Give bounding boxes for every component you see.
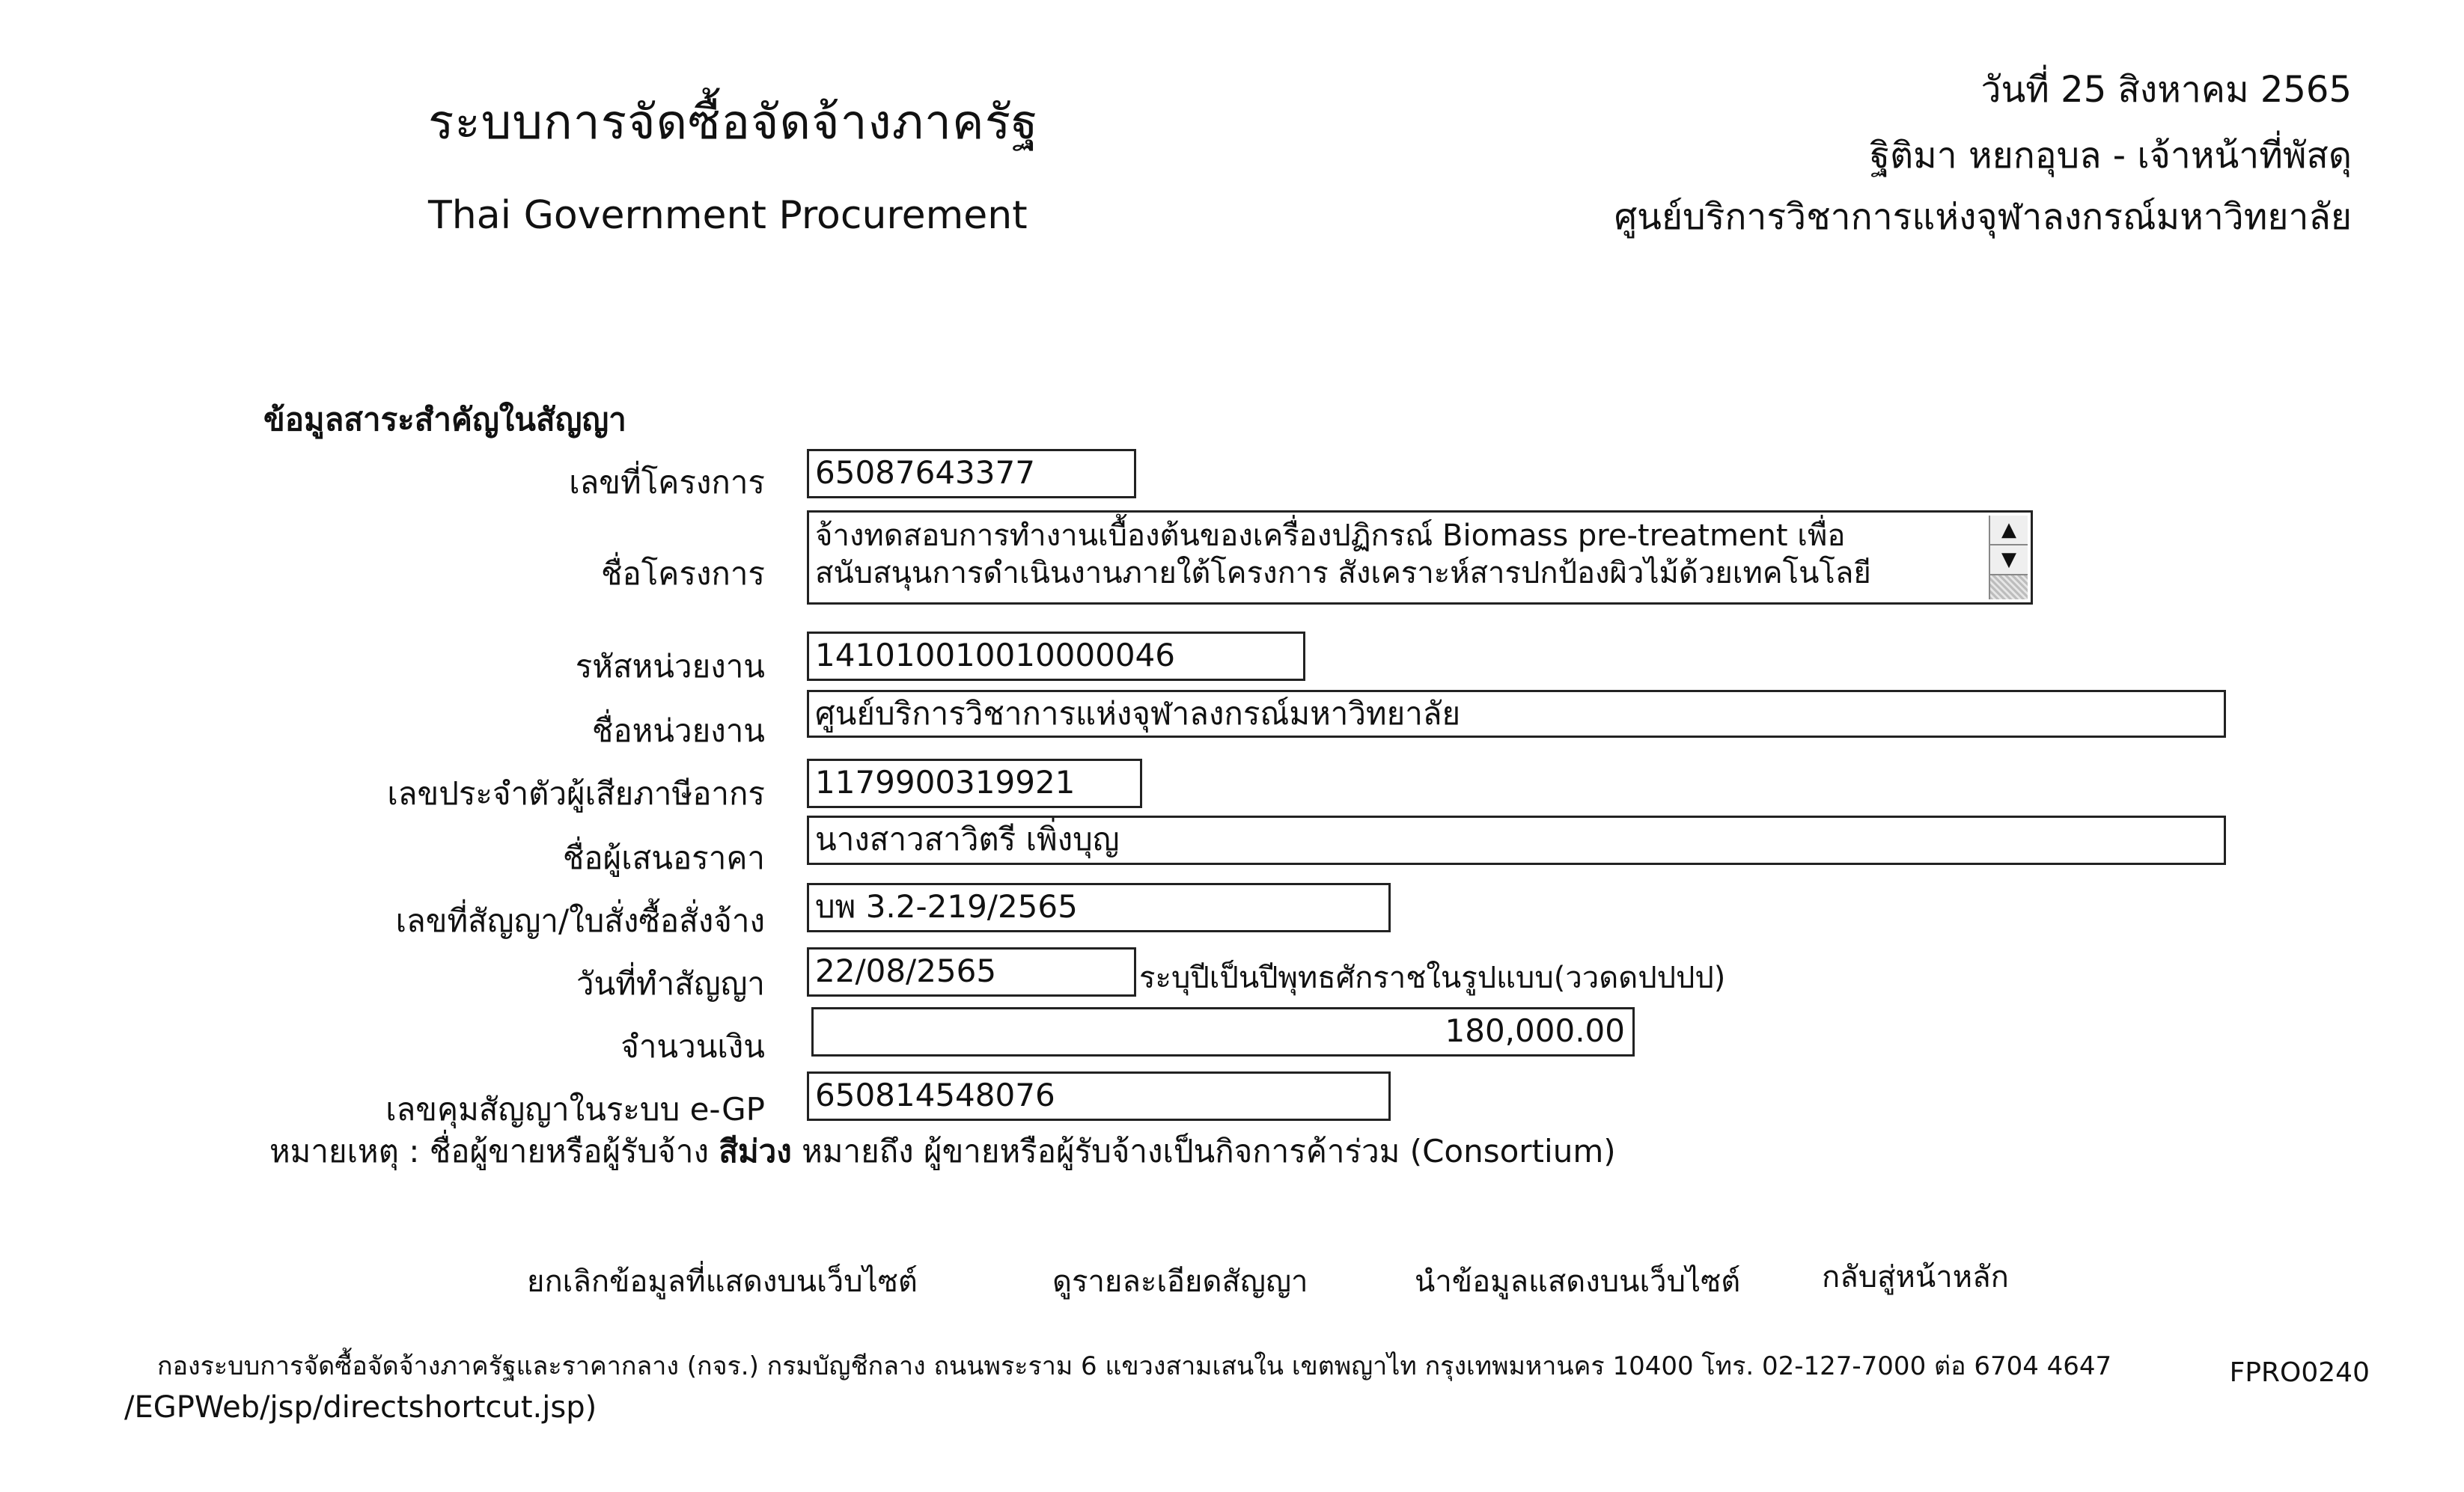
cancel-web-link[interactable]: ยกเลิกข้อมูลที่แสดงบนเว็บไซต์	[527, 1265, 918, 1299]
textarea-scrollbar[interactable]	[1989, 516, 2028, 599]
project-name-textarea[interactable]	[807, 510, 2033, 605]
view-contract-link[interactable]: ดูรายละเอียดสัญญา	[1052, 1265, 1308, 1299]
section-title: ข้อมูลสาระสำคัญในสัญญา	[263, 401, 626, 438]
contract-no-field[interactable]: บพ 3.2-219/2565	[807, 883, 1391, 932]
header-date: วันที่ 25 สิงหาคม 2565	[1980, 69, 2352, 111]
agency-name-label: ชื่อหน่วยงาน	[591, 712, 765, 749]
tax-id-label: เลขประจำตัวผู้เสียภาษีอากร	[387, 775, 765, 812]
agency-code-label: รหัสหน่วยงาน	[575, 648, 765, 685]
tax-id-field[interactable]: 1179900319921	[807, 759, 1142, 808]
header-organization: ศูนย์บริการวิชาการแห่งจุฬาลงกรณ์มหาวิทยาลัย	[1614, 196, 2352, 238]
contract-date-field[interactable]: 22/08/2565	[807, 947, 1136, 997]
egp-no-field[interactable]: 650814548076	[807, 1071, 1391, 1121]
project-name-line-1: จ้างทดสอบการทำงานเบื้องต้นของเครื่องปฏิกรณ์ Biomass pre-treatment เพื่อ	[815, 519, 1846, 553]
scroll-up-icon[interactable]: ▲	[1990, 516, 2028, 545]
contract-date-label: วันที่ทำสัญญา	[576, 965, 765, 1002]
project-no-label: เลขที่โครงการ	[569, 464, 765, 501]
amount-field[interactable]: 180,000.00	[811, 1007, 1635, 1057]
page-url: /EGPWeb/jsp/directshortcut.jsp)	[124, 1390, 597, 1425]
amount-label: จำนวนเงิน	[620, 1028, 765, 1065]
note-prefix: หมายเหตุ : ชื่อผู้ขายหรือผู้รับจ้าง	[269, 1133, 709, 1170]
header-user: ฐิติมา หยกอุบล - เจ้าหน้าที่พัสดุ	[1870, 135, 2352, 177]
bidder-label: ชื่อผู้เสนอราคา	[562, 840, 765, 876]
note-text	[269, 1127, 1616, 1176]
agency-code-field[interactable]: 141010010010000046	[807, 632, 1305, 681]
page-title: ระบบการจัดซื้อจัดจ้างภาครัฐ	[428, 95, 1039, 150]
home-link[interactable]: กลับสู่หน้าหลัก	[1822, 1260, 2009, 1294]
agency-name-field[interactable]: ศูนย์บริการวิชาการแห่งจุฬาลงกรณ์มหาวิทยาลัย	[807, 690, 2226, 738]
page-subtitle: Thai Government Procurement	[428, 193, 1028, 238]
footer-address: กองระบบการจัดซื้อจัดจ้างภาครัฐและราคากลาง (กจร.) กรมบัญชีกลาง ถนนพระราม 6 แขวงสามเสนใน เขตพญาไท กรุงเทพมหานคร 10400 โทร. 02-127-7000 ต่อ 6704 4647	[157, 1351, 2112, 1381]
contract-no-label: เลขที่สัญญา/ใบสั่งซื้อสั่งจ้าง	[395, 902, 765, 939]
project-name-label: ชื่อโครงการ	[600, 555, 765, 592]
project-name-line-2: สนับสนุนการดำเนินงานภายใต้โครงการ สังเคราะห์สารปกป้องผิวไม้ด้วยเทคโนโลยี	[815, 556, 1871, 590]
bidder-field[interactable]: นางสาวสาวิตรี เพิ่งบุญ	[807, 816, 2226, 865]
note-highlight: สีม่วง	[719, 1133, 792, 1170]
scroll-down-icon[interactable]: ▼	[1990, 545, 2028, 575]
note-suffix: หมายถึง ผู้ขายหรือผู้รับจ้างเป็นกิจการค้าร่วม (Consortium)	[802, 1133, 1616, 1170]
egp-no-label: เลขคุมสัญญาในระบบ e-GP	[385, 1091, 765, 1128]
project-no-field[interactable]: 65087643377	[807, 449, 1136, 498]
publish-web-link[interactable]: นำข้อมูลแสดงบนเว็บไซต์	[1415, 1265, 1741, 1299]
contract-date-hint: ระบุปีเป็นปีพุทธศักราชในรูปแบบ(ววดดปปปป)	[1139, 961, 1726, 995]
page-code: FPRO0240	[2229, 1357, 2370, 1388]
